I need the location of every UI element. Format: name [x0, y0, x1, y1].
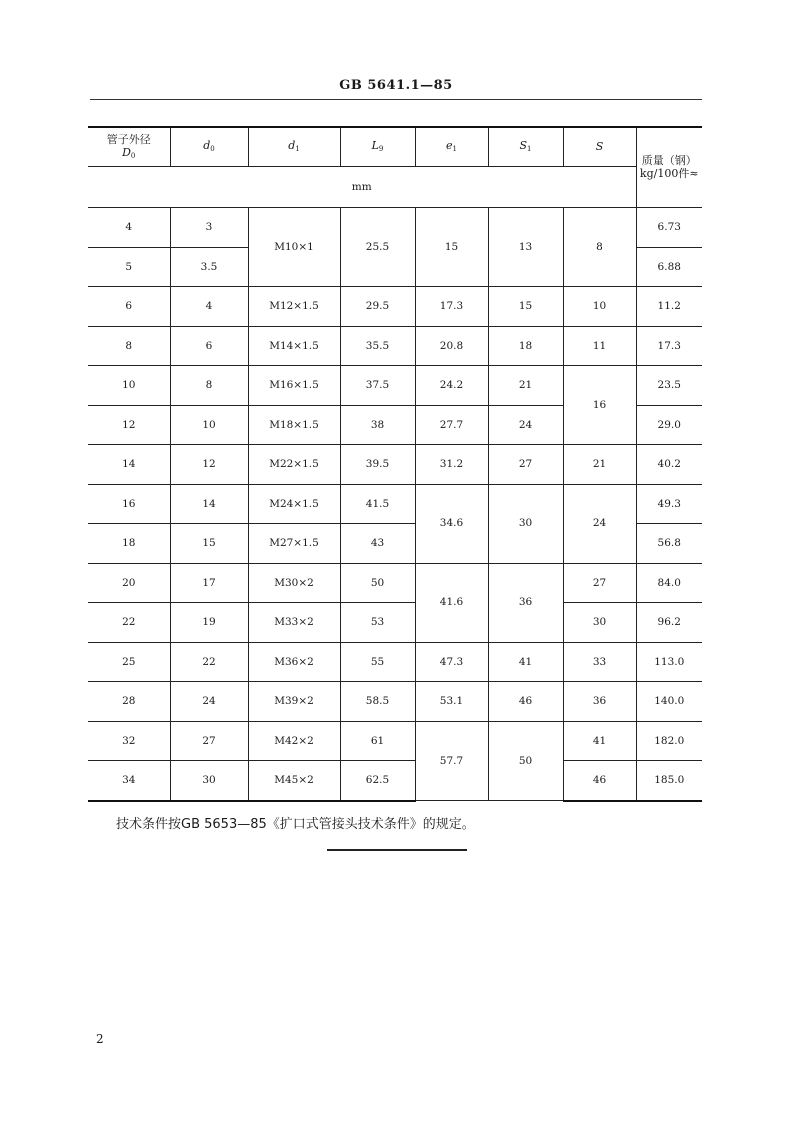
cell-D0: 25	[88, 642, 170, 682]
unit-row	[88, 167, 702, 208]
cell-S: 10	[563, 287, 636, 327]
cell-e1: 27.7	[415, 405, 488, 445]
cell-S: 36	[563, 682, 636, 722]
cell-S1: 27	[488, 445, 563, 485]
col-header-d0: $d_0$	[170, 127, 248, 167]
cell-S: 27	[563, 563, 636, 603]
cell-L9: 61	[340, 721, 415, 761]
cell-S: 11	[563, 326, 636, 366]
cell-d1: M18×1.5	[248, 405, 340, 445]
cell-e1: 34.6	[415, 484, 488, 563]
cell-mass: 49.3	[636, 484, 702, 524]
cell-S: 30	[563, 603, 636, 643]
cell-e1: 24.2	[415, 366, 488, 406]
cell-S1: 15	[488, 287, 563, 327]
cell-d0: 22	[170, 642, 248, 682]
cell-d0: 30	[170, 761, 248, 801]
cell-d1: M27×1.5	[248, 524, 340, 564]
cell-e1: 57.7	[415, 721, 488, 801]
table-row	[88, 287, 702, 327]
col-header-d1: $d_1$	[248, 127, 340, 167]
cell-S1: 36	[488, 563, 563, 642]
table-header-row	[88, 127, 702, 167]
col-header-e1: $e_1$	[415, 127, 488, 167]
header-divider	[90, 99, 702, 100]
col-header-outer-diameter: 管子外径 $D_0$	[88, 127, 170, 167]
cell-mass: 84.0	[636, 563, 702, 603]
table-row	[88, 326, 702, 366]
cell-mass: 96.2	[636, 603, 702, 643]
cell-D0: 22	[88, 603, 170, 643]
cell-e1: 20.8	[415, 326, 488, 366]
table-row	[88, 366, 702, 406]
cell-d0: 3.5	[170, 247, 248, 287]
cell-L9: 62.5	[340, 761, 415, 801]
cell-mass: 113.0	[636, 642, 702, 682]
cell-d1: M22×1.5	[248, 445, 340, 485]
col-header-mass: 质量（钢） kg/100件≈	[636, 127, 702, 208]
cell-e1: 17.3	[415, 287, 488, 327]
cell-L9: 53	[340, 603, 415, 643]
table-row	[88, 642, 702, 682]
col-header-s: S	[563, 127, 636, 167]
cell-L9: 37.5	[340, 366, 415, 406]
cell-S: 24	[563, 484, 636, 563]
cell-d0: 24	[170, 682, 248, 722]
cell-mass: 17.3	[636, 326, 702, 366]
dimension-table	[88, 126, 702, 802]
cell-d0: 19	[170, 603, 248, 643]
table-row	[88, 208, 702, 248]
cell-e1: 53.1	[415, 682, 488, 722]
cell-mass: 140.0	[636, 682, 702, 722]
cell-S: 16	[563, 366, 636, 445]
cell-L9: 43	[340, 524, 415, 564]
cell-e1: 41.6	[415, 563, 488, 642]
cell-L9: 29.5	[340, 287, 415, 327]
cell-S1: 24	[488, 405, 563, 445]
cell-d0: 6	[170, 326, 248, 366]
technical-conditions-note: 技术条件按GB 5653—85《扩口式管接头技术条件》的规定。	[116, 817, 475, 832]
cell-D0: 12	[88, 405, 170, 445]
col-header-l9: $L_9$	[340, 127, 415, 167]
table-row	[88, 603, 702, 643]
cell-D0: 6	[88, 287, 170, 327]
cell-L9: 58.5	[340, 682, 415, 722]
table-row	[88, 445, 702, 485]
cell-S: 21	[563, 445, 636, 485]
cell-D0: 28	[88, 682, 170, 722]
cell-D0: 16	[88, 484, 170, 524]
cell-d0: 12	[170, 445, 248, 485]
cell-S1: 18	[488, 326, 563, 366]
cell-D0: 32	[88, 721, 170, 761]
page-number: 2	[96, 1032, 104, 1046]
cell-S1: 50	[488, 721, 563, 801]
cell-L9: 55	[340, 642, 415, 682]
cell-mass: 23.5	[636, 366, 702, 406]
cell-D0: 14	[88, 445, 170, 485]
cell-S: 8	[563, 208, 636, 287]
cell-d1: M12×1.5	[248, 287, 340, 327]
cell-d0: 14	[170, 484, 248, 524]
cell-e1: 47.3	[415, 642, 488, 682]
cell-d1: M16×1.5	[248, 366, 340, 406]
cell-mass: 40.2	[636, 445, 702, 485]
cell-d1: M39×2	[248, 682, 340, 722]
cell-mass: 185.0	[636, 761, 702, 801]
standard-number-header: GB 5641.1—85	[339, 78, 453, 93]
cell-mass: 182.0	[636, 721, 702, 761]
cell-mass: 11.2	[636, 287, 702, 327]
cell-d1: M33×2	[248, 603, 340, 643]
cell-d0: 27	[170, 721, 248, 761]
cell-L9: 41.5	[340, 484, 415, 524]
cell-d0: 10	[170, 405, 248, 445]
table-row	[88, 682, 702, 722]
cell-d1: M42×2	[248, 721, 340, 761]
cell-d1: M36×2	[248, 642, 340, 682]
cell-mass: 56.8	[636, 524, 702, 564]
cell-d0: 4	[170, 287, 248, 327]
cell-mass: 29.0	[636, 405, 702, 445]
table-row	[88, 484, 702, 524]
cell-L9: 38	[340, 405, 415, 445]
cell-d0: 17	[170, 563, 248, 603]
col-header-s1: $S_1$	[488, 127, 563, 167]
unit-mm: mm	[88, 167, 636, 208]
cell-L9: 39.5	[340, 445, 415, 485]
cell-L9: 35.5	[340, 326, 415, 366]
cell-d1: M24×1.5	[248, 484, 340, 524]
cell-L9: 25.5	[340, 208, 415, 287]
cell-e1: 31.2	[415, 445, 488, 485]
cell-D0: 20	[88, 563, 170, 603]
table-row	[88, 563, 702, 603]
cell-S1: 41	[488, 642, 563, 682]
cell-D0: 8	[88, 326, 170, 366]
cell-D0: 34	[88, 761, 170, 801]
cell-d1: M30×2	[248, 563, 340, 603]
cell-d1: M10×1	[248, 208, 340, 287]
cell-L9: 50	[340, 563, 415, 603]
cell-S1: 46	[488, 682, 563, 722]
cell-S1: 13	[488, 208, 563, 287]
cell-D0: 10	[88, 366, 170, 406]
table-row	[88, 761, 702, 801]
cell-d0: 8	[170, 366, 248, 406]
cell-S: 46	[563, 761, 636, 801]
cell-d1: M14×1.5	[248, 326, 340, 366]
end-divider	[327, 849, 467, 851]
cell-S: 41	[563, 721, 636, 761]
cell-D0: 18	[88, 524, 170, 564]
cell-S1: 21	[488, 366, 563, 406]
cell-d1: M45×2	[248, 761, 340, 801]
cell-D0: 5	[88, 247, 170, 287]
cell-S1: 30	[488, 484, 563, 563]
cell-d0: 3	[170, 208, 248, 248]
cell-S: 33	[563, 642, 636, 682]
cell-mass: 6.73	[636, 208, 702, 248]
cell-e1: 15	[415, 208, 488, 287]
cell-mass: 6.88	[636, 247, 702, 287]
cell-D0: 4	[88, 208, 170, 248]
table-row	[88, 721, 702, 761]
cell-d0: 15	[170, 524, 248, 564]
